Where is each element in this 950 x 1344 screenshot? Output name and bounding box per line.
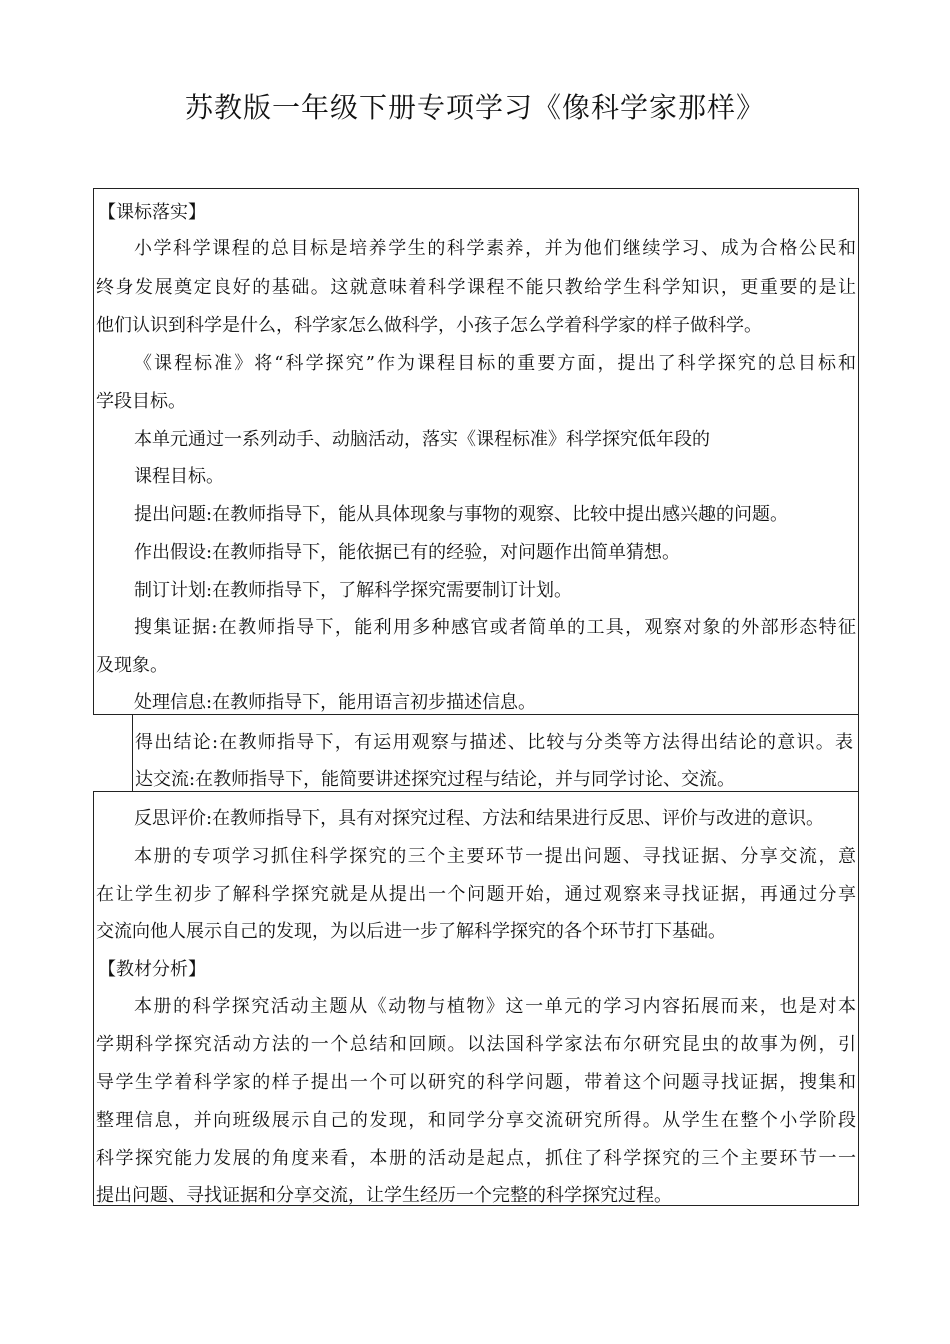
paragraph-line: 在让学生初步了解科学探究就是从提出一个问题开始，通过观察来寻找证据，再通过分享	[96, 884, 856, 905]
paragraph-line: 学期科学探究活动方法的一个总结和回顾。以法国科学家法布尔研究昆虫的故事为例，引	[96, 1034, 856, 1055]
paragraph-line: 反思评价:在教师指导下，具有对探究过程、方法和结果进行反思、评价与改进的意识。	[134, 808, 825, 829]
paragraph-line: 制订计划:在教师指导下，了解科学探究需要制订计划。	[134, 580, 573, 601]
paragraph-line: 他们认识到科学是什么，科学家怎么做科学，小孩子怎么学着科学家的样子做科学。	[96, 315, 762, 336]
paragraph-line: 本册的专项学习抓住科学探究的三个主要环节一提出问题、寻找证据、分享交流，意	[134, 846, 856, 867]
paragraph-line: 作出假设:在教师指导下，能依据已有的经验，对问题作出简单猜想。	[134, 542, 681, 563]
section-heading-textbook: 【教材分析】	[98, 959, 206, 980]
paragraph-line: 《课程标准》将“科学探究”作为课程目标的重要方面，提出了科学探究的总目标和	[134, 353, 856, 374]
paragraph-line: 提出问题、寻找证据和分享交流，让学生经历一个完整的科学探究过程。	[96, 1185, 672, 1206]
paragraph-line: 本册的科学探究活动主题从《动物与植物》这一单元的学习内容拓展而来，也是对本	[134, 996, 856, 1017]
paragraph-line: 得出结论:在教师指导下，有运用观察与描述、比较与分类等方法得出结论的意识。表	[135, 732, 853, 753]
paragraph-line: 科学探究能力发展的角度来看，本册的活动是起点，抓住了科学探究的三个主要环节一一	[96, 1148, 856, 1169]
paragraph-line: 处理信息:在教师指导下，能用语言初步描述信息。	[134, 692, 537, 713]
paragraph-line: 达交流:在教师指导下，能简要讲述探究过程与结论，并与同学讨论、交流。	[135, 769, 736, 790]
paragraph-line: 整理信息，并向班级展示自己的发现，和同学分享交流研究所得。从学生在整个小学阶段	[96, 1110, 856, 1131]
paragraph-line: 学段目标。	[96, 391, 186, 412]
paragraph-line: 搜集证据:在教师指导下，能利用多种感官或者简单的工具，观察对象的外部形态特征	[134, 617, 856, 638]
paragraph-line: 小学科学课程的总目标是培养学生的科学素养，并为他们继续学习、成为合格公民和	[134, 238, 856, 259]
paragraph-line: 提出问题:在教师指导下，能从具体现象与事物的观察、比较中提出感兴趣的问题。	[134, 504, 789, 525]
section-heading-standards: 【课标落实】	[98, 202, 206, 223]
paragraph-line: 课程目标。	[134, 466, 224, 487]
paragraph-line: 导学生学着科学家的样子提出一个可以研究的科学问题，带着这个问题寻找证据，搜集和	[96, 1072, 856, 1093]
document-title: 苏教版一年级下册专项学习《像科学家那样》	[184, 91, 765, 124]
paragraph-line: 交流向他人展示自己的发现，为以后进一步了解科学探究的各个环节打下基础。	[96, 921, 726, 942]
paragraph-line: 本单元通过一系列动手、动脑活动，落实《课程标准》科学探究低年段的	[134, 429, 710, 450]
paragraph-line: 及现象。	[96, 655, 168, 676]
paragraph-line: 终身发展奠定良好的基础。这就意味着科学课程不能只教给学生科学知识，更重要的是让	[96, 277, 856, 298]
